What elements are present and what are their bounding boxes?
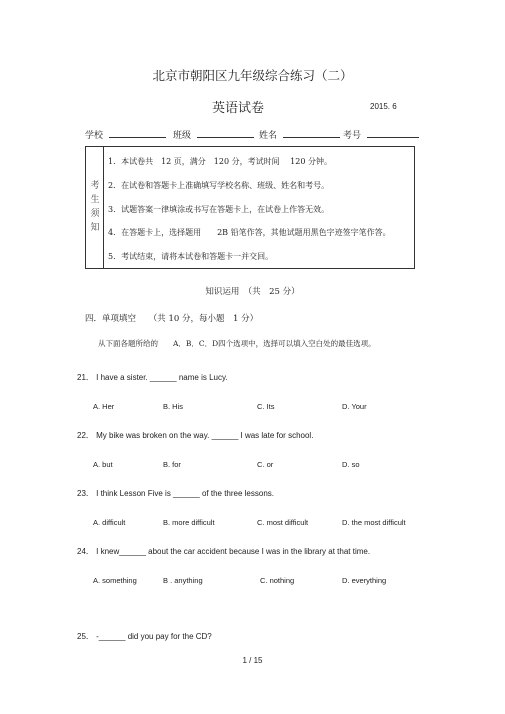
question-option: C. or [257, 460, 274, 469]
info-field-class [173, 128, 254, 141]
notice-box [85, 146, 415, 269]
question-option: B. His [163, 402, 184, 411]
notice-item: 4．在答题卡上，选择题用 2B 铅笔作答，其他试题用黑色字迹签字笔作答。 [108, 228, 391, 237]
question-option: A. Her [93, 402, 115, 411]
question-option: C. nothing [260, 576, 295, 585]
info-blank [109, 129, 166, 138]
info-label: 考号 [343, 131, 362, 141]
notice-item: 3．试题答案一律填涂或书写在答题卡上，在试卷上作答无效。 [108, 205, 330, 214]
notice-item: 2．在试卷和答题卡上准确填写学校名称、班级、姓名和考号。 [108, 181, 330, 190]
part-title: 四．单项填空 （共 10 分，每小题 1 分） [85, 314, 259, 324]
info-label: 班级 [173, 131, 192, 141]
question-option: A. something [93, 576, 137, 585]
question-stem: 21． I have a sister. ______ name is Lucy. [77, 373, 228, 382]
info-field-number [343, 128, 419, 141]
question-option: A. difficult [93, 518, 126, 527]
notice-item: 1．本试卷共 12 页，满分 120 分，考试时间 120 分钟。 [108, 157, 332, 166]
exam-title: 北京市朝阳区九年级综合练习（二） [152, 68, 353, 83]
question-option: D. the most difficult [342, 518, 406, 527]
exam-subtitle: 英语试卷 [212, 101, 265, 116]
exam-date: 2015. 6 [370, 102, 397, 111]
info-blank [197, 129, 254, 138]
question-option: D. everything [342, 576, 387, 585]
question-option: C. most difficult [257, 518, 309, 527]
question-option: B . anything [163, 576, 203, 585]
instruction: 从下面各题所给的 A．B．C．D四个选项中，选择可以填入空白处的最佳选项。 [98, 339, 376, 348]
question-stem: 25． -______ did you pay for the CD? [77, 632, 212, 641]
info-field-school [85, 128, 166, 141]
info-blank [367, 129, 419, 138]
page-number: 1 / 15 [242, 656, 263, 665]
question-option: D. Your [342, 402, 367, 411]
info-field-name [259, 128, 340, 141]
question-stem: 22． My bike was broken on the way. ______ I was late for school. [77, 431, 314, 440]
notice-item: 5．考试结束，请将本试卷和答题卡一并交回。 [108, 252, 274, 261]
question-stem: 24． I knew______ about the car accident because I was in the library at that time. [77, 547, 371, 556]
notice-divider [103, 147, 104, 268]
question-option: B. for [163, 460, 181, 469]
question-option: A. but [93, 460, 113, 469]
info-label: 姓名 [259, 131, 278, 141]
info-label: 学校 [85, 131, 104, 141]
question-stem: 23． I think Lesson Five is ______ of the three lessons. [77, 489, 275, 498]
question-option: D. so [342, 460, 360, 469]
question-option: B. more difficult [163, 518, 215, 527]
section-heading: 知识运用 （共 25 分） [205, 287, 300, 297]
notice-label: 考生须知 [90, 181, 100, 233]
info-blank [283, 129, 340, 138]
question-option: C. Its [257, 402, 275, 411]
